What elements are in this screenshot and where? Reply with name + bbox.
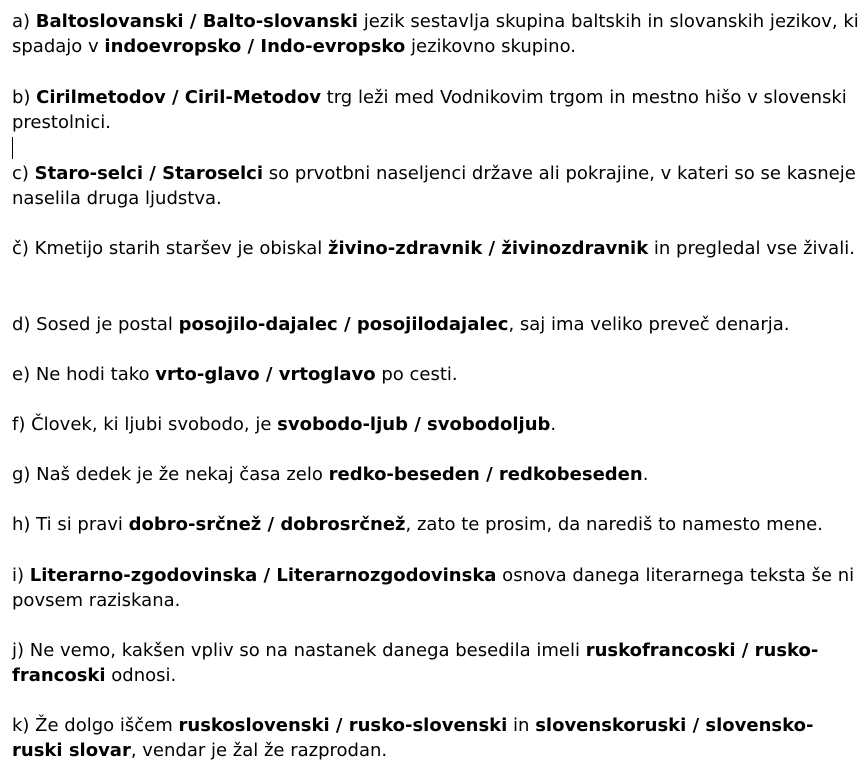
exercise-item-i: [12, 563, 862, 613]
word-choice: Baltoslovanski / Balto-slovanski: [35, 11, 358, 32]
word-choice: redko-beseden / redkobeseden: [328, 464, 643, 485]
item-text: b): [12, 87, 37, 108]
word-choice: vrto-glavo / vrtoglavo: [155, 364, 376, 385]
exercise-item-c: [12, 161, 862, 211]
text-cursor: [12, 137, 13, 159]
item-text: f) Človek, ki ljubi svobodo, je: [12, 414, 278, 435]
item-text: , saj ima veliko preveč denarja.: [508, 314, 790, 335]
item-text: , zato te prosim, da narediš to namesto mene.: [405, 514, 823, 535]
word-choice: indoevropsko / Indo-evropsko: [104, 36, 406, 57]
item-text: i): [12, 565, 30, 586]
word-choice: ruskoslovenski / rusko-slovenski: [178, 715, 508, 736]
exercise-item-e: [12, 362, 862, 387]
item-text: h) Ti si pravi: [12, 514, 129, 535]
word-choice: svobodo-ljub / svobodoljub: [277, 414, 551, 435]
item-text: č) Kmetijo starih staršev je obiskal: [12, 238, 329, 259]
item-text: osnova danega literarnega teksta še ni povsem raziskana.: [12, 565, 855, 611]
item-text: jezik sestavlja skupina baltskih in slovanskih jezikov, ki spadajo v: [12, 11, 859, 57]
exercise-item-f: [12, 412, 862, 437]
word-choice: Cirilmetodov / Ciril-Metodov: [36, 87, 321, 108]
word-choice: ruskofrancoski / rusko-francoski: [12, 640, 819, 686]
item-text: jezikovno skupino.: [405, 36, 577, 57]
exercise-item-b: [12, 85, 862, 135]
item-text: odnosi.: [105, 665, 177, 686]
item-text: so prvotbni naseljenci države ali pokrajine, v kateri so se kasneje naselila druga ljudstva.: [12, 163, 856, 209]
item-text: d) Sosed je postal: [12, 314, 179, 335]
item-text: a): [12, 11, 36, 32]
item-text: trg leži med Vodnikovim trgom in mestno hišo v slovenski prestolnici.: [12, 87, 847, 133]
exercise-item-k: [12, 713, 862, 763]
word-choice: Literarno-zgodovinska / Literarnozgodovinska: [29, 565, 497, 586]
item-text: c): [12, 163, 35, 184]
item-text: in pregledal vse živali.: [648, 238, 855, 259]
item-text: in: [507, 715, 536, 736]
exercise-item-a: [12, 9, 862, 59]
item-text: g) Naš dedek je že nekaj časa zelo: [12, 464, 329, 485]
item-text: , vendar je žal že razprodan.: [130, 740, 388, 761]
item-text: .: [642, 464, 649, 485]
exercise-item-h: [12, 512, 862, 537]
exercise-item-j: [12, 638, 862, 688]
exercise-item-g: [12, 462, 862, 487]
item-text: .: [550, 414, 557, 435]
word-choice: slovenskoruski / slovensko-ruski slovar: [12, 715, 814, 761]
item-text: po cesti.: [375, 364, 458, 385]
item-text: e) Ne hodi tako: [12, 364, 156, 385]
exercise-item-d: [12, 312, 862, 337]
item-text: j) Ne vemo, kakšen vpliv so na nastanek danega besedila imeli: [12, 640, 586, 661]
exercise-item-ch: [12, 236, 862, 261]
word-choice: živino-zdravnik / živinozdravnik: [328, 238, 649, 259]
word-choice: Staro-selci / Staroselci: [34, 163, 263, 184]
item-text: k) Že dolgo iščem: [12, 715, 179, 736]
word-choice: posojilo-dajalec / posojilodajalec: [178, 314, 509, 335]
word-choice: dobro-srčnež / dobrosrčnež: [128, 514, 406, 535]
